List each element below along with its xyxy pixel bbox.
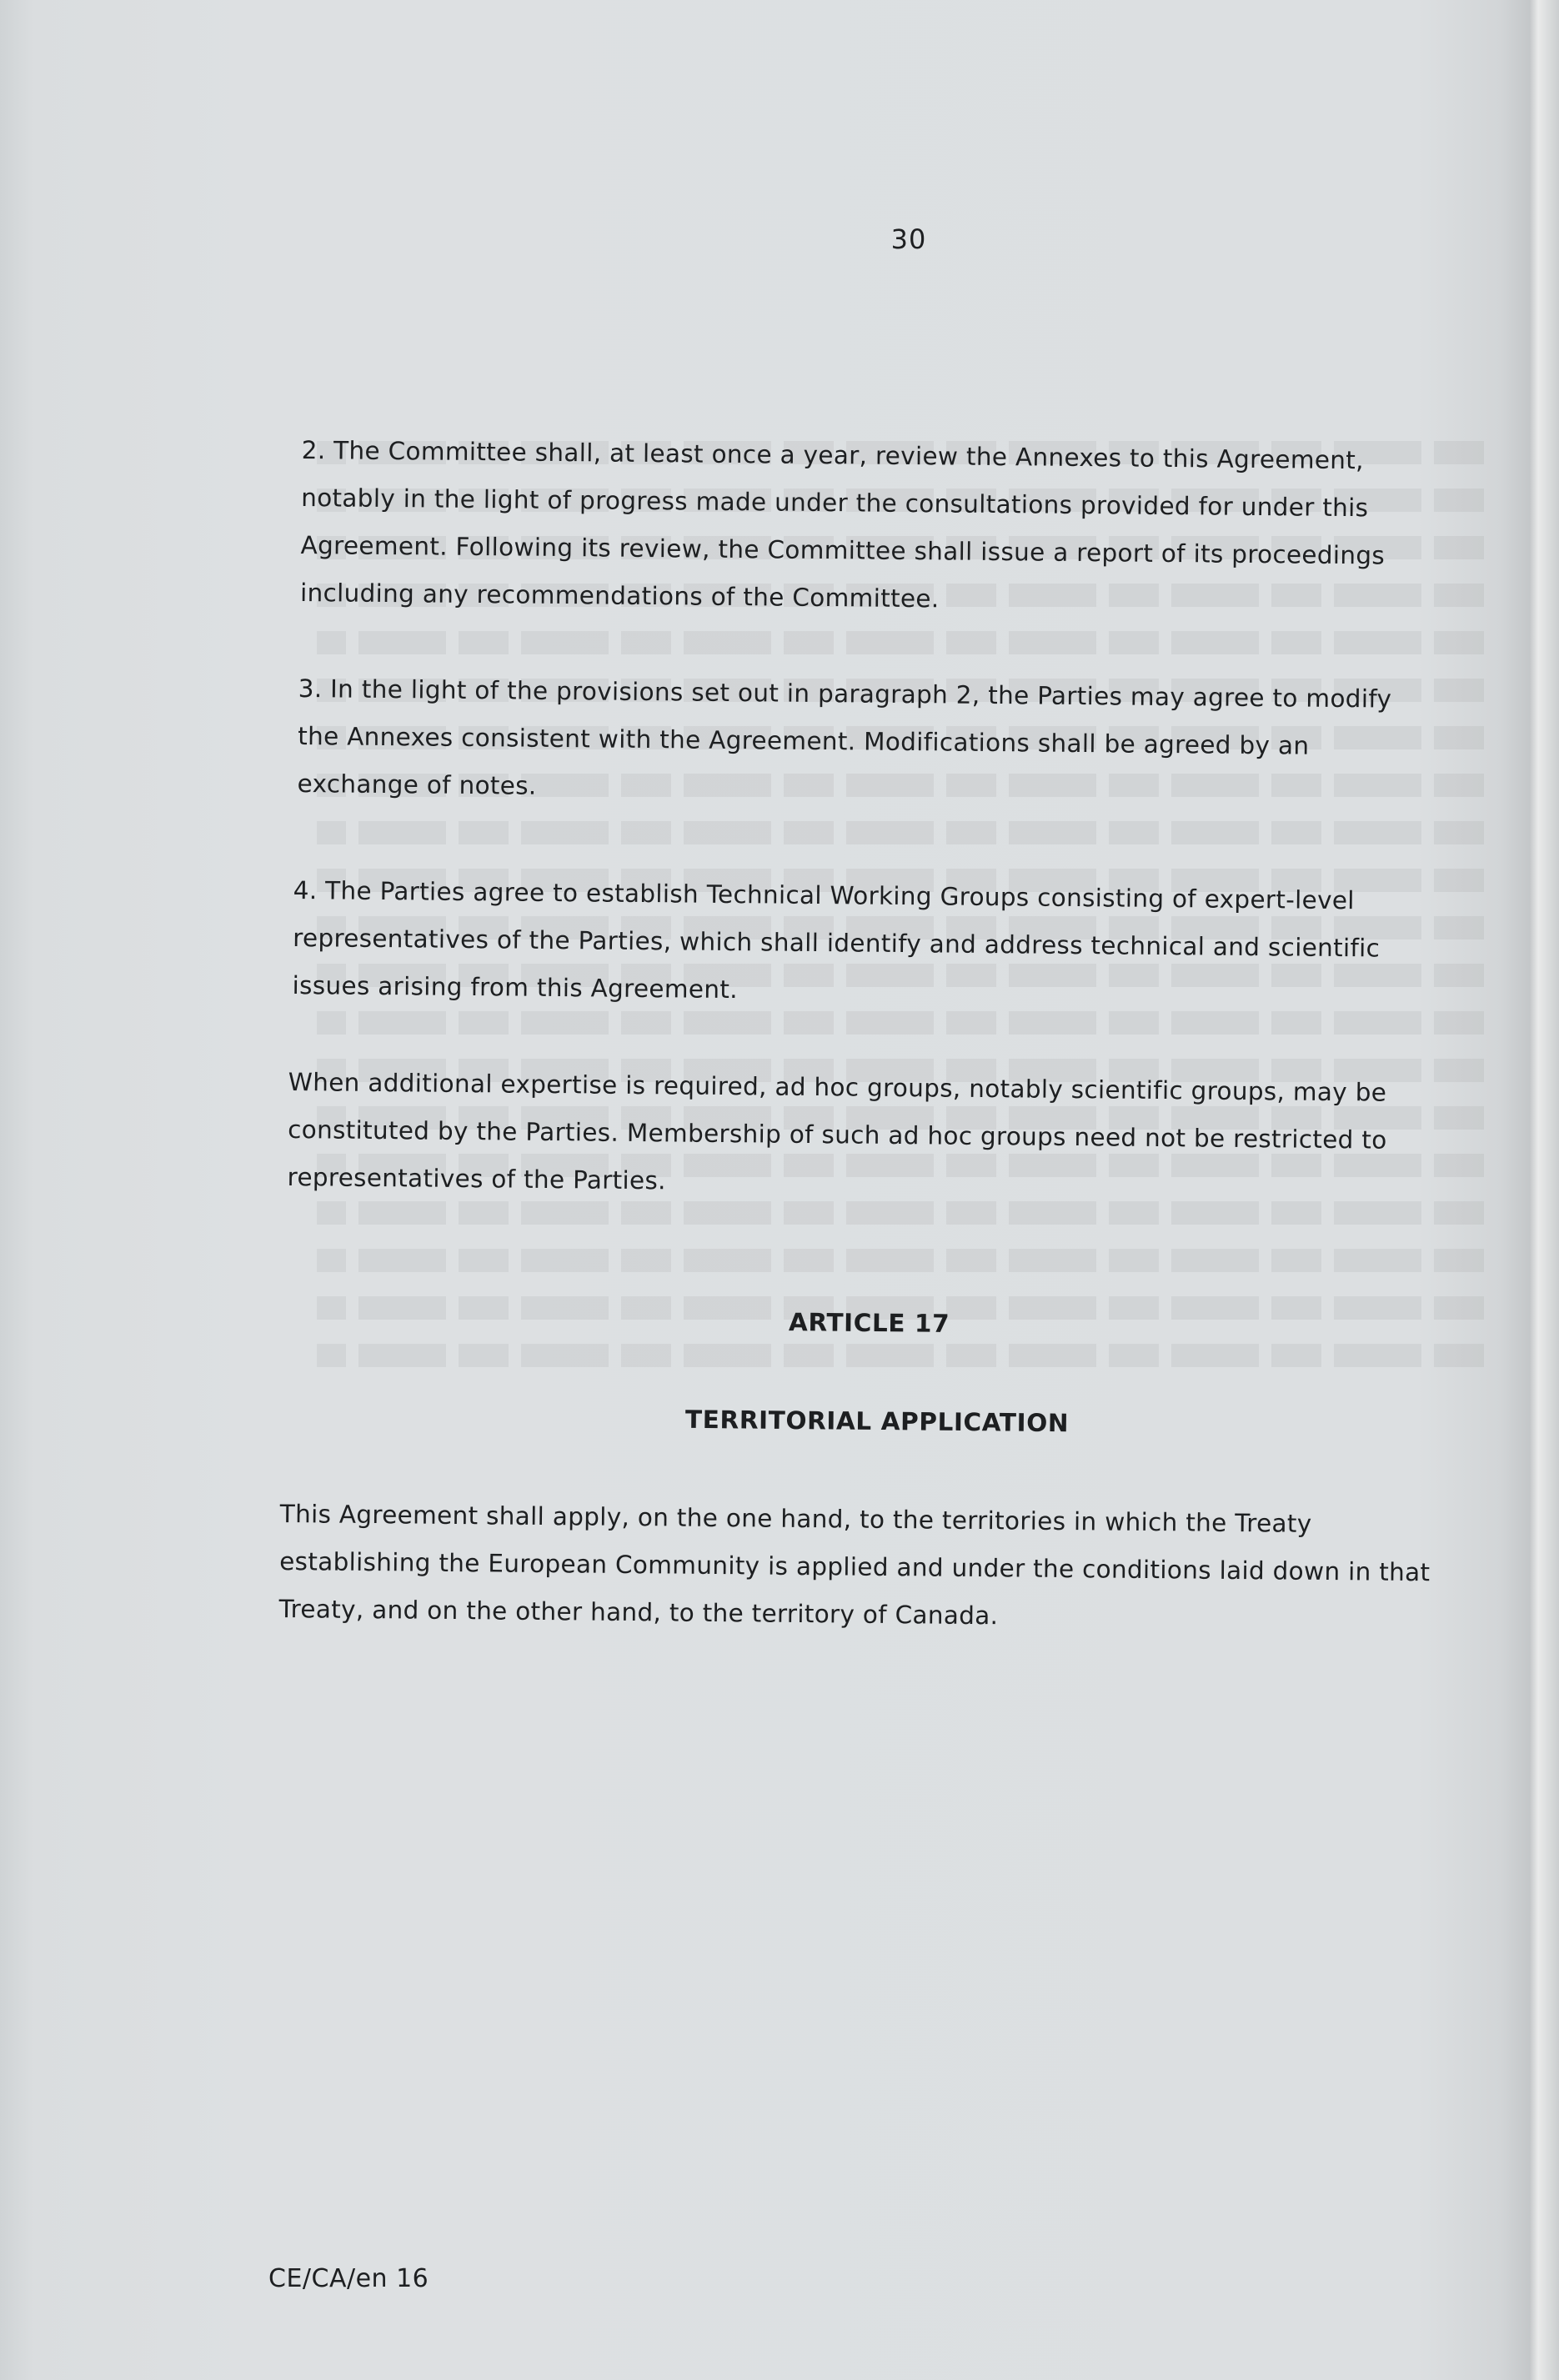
paragraph-ad-hoc-groups: When additional expertise is required, ad hoc groups, notably scientific groups, may be constituted by the Parties. Membership of such ad hoc groups need not be restricted to representatives of the Parties. bbox=[287, 1067, 1387, 1195]
paragraph-territorial-application: This Agreement shall apply, on the one hand, to the territories in which the Treaty establishing the European Community is applied and under the conditions laid down in that Treaty, and on the other hand, to the territory of Canada. bbox=[278, 1499, 1431, 1631]
paragraph-4: 4. The Parties agree to establish Technical Working Groups consisting of expert-level representatives of the Parties, which shall identify and address technical and scientific issues arising from this Agreement. bbox=[292, 875, 1381, 1005]
footer-reference: CE/CA/en 16 bbox=[268, 2264, 429, 2293]
paragraph-3: 3. In the light of the provisions set out in paragraph 2, the Parties may agree to modify the Annexes consistent with the Agreement. Modifications shall be agreed by an exchange of notes. bbox=[297, 674, 1392, 800]
article-heading: ARTICLE 17 bbox=[788, 1308, 950, 1338]
paragraph-2: 2. The Committee shall, at least once a year, review the Annexes to this Agreement, notably in the light of progress made under the consultations provided for under this Agreement. Following its review, the Committee shall issue a report of its proceedings including any recommendations of the Committee. bbox=[299, 435, 1386, 614]
article-title: TERRITORIAL APPLICATION bbox=[684, 1405, 1070, 1438]
page-number: 30 bbox=[890, 223, 927, 255]
